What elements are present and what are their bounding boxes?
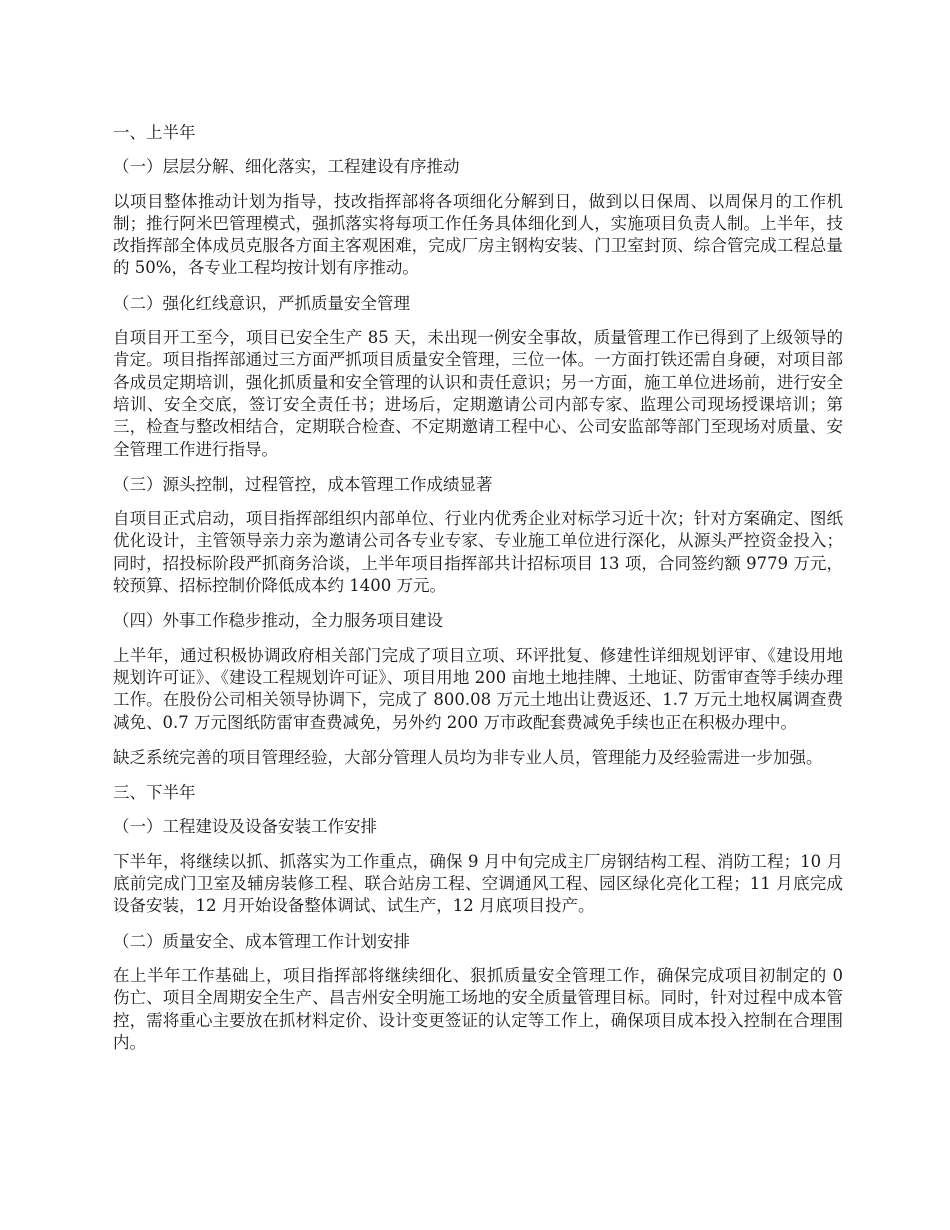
- paragraph-construction-progress: 以项目整体推动计划为指导，技改指挥部将各项细化分解到日，做到以日保周、以周保月的工作机制；推行阿米巴管理模式，强抓落实将每项工作任务具体细化到人，实施项目负责人制。上半年，技改指挥部全体成员克服各方面主客观困难，完成厂房主钢构安装、门卫室封顶、综合管完成工程总量的 50%，各专业工程均按计划有序推动。: [113, 191, 843, 278]
- subheading-external-affairs: （四）外事工作稳步推动，全力服务项目建设: [113, 611, 443, 631]
- paragraph-quality-safety: 自项目开工至今，项目已安全生产 85 天，未出现一例安全事故，质量管理工作已得到了上级领导的肯定。项目指挥部通过三方面严抓项目质量安全管理，三位一体。一方面打铁还需自身硬，对项目部各成员定期培训，强化抓质量和安全管理的认识和责任意识；另一方面，施工单位进场前，进行安全培训、安全交底，签订安全责任书；进场后，定期邀请公司内部专家、监理公司现场授课培训；第三，检查与整改相结合，定期联合检查、不定期邀请工程中心、公司安监部等部门至现场对质量、安全管理工作进行指导。: [113, 328, 843, 459]
- paragraph-external-affairs: 上半年，通过积极协调政府相关部门完成了项目立项、环评批复、修建性详细规划评审、《建设用地规划许可证》、《建设工程规划许可证》、项目用地 200 亩地土地挂牌、土地证、防雷审查等手续办理工作。在股份公司相关领导协调下，完成了 800.08 万元土地出让费返还、1.7 万元土地权属调查费减免、0.7 万元图纸防雷审查费减免，另外约 200 万市政配套费减免手续也正在积极办理中。: [113, 645, 843, 732]
- paragraph-cost-control: 自项目正式启动，项目指挥部组织内部单位、行业内优秀企业对标学习近十次；针对方案确定、图纸优化设计，主管领导亲力亲为邀请公司各专业专家、专业施工单位进行深化，从源头严控资金投入；同时，招投标阶段严抓商务洽谈，上半年项目指挥部共计招标项目 13 项，合同签约额 9779 万元，较预算、招标控制价降低成本约 1400 万元。: [113, 509, 843, 596]
- paragraph-installation-plan: 下半年，将继续以抓、抓落实为工作重点，确保 9 月中旬完成主厂房钢结构工程、消防工程；10 月底前完成门卫室及辅房装修工程、联合站房工程、空调通风工程、园区绿化亮化工程；11 月底完成设备安装，12 月开始设备整体调试、试生产，12 月底项目投产。: [113, 851, 843, 916]
- subheading-quality-cost-plan: （二）质量安全、成本管理工作计划安排: [113, 931, 410, 951]
- subheading-installation-plan: （一）工程建设及设备安装工作安排: [113, 817, 377, 837]
- paragraph-shortcomings: 缺乏系统完善的项目管理经验，大部分管理人员均为非专业人员，管理能力及经验需进一步加强。: [113, 747, 823, 767]
- section-heading-first-half: 一、上半年: [113, 123, 196, 142]
- subheading-cost-control: （三）源头控制，过程管控，成本管理工作成绩显著: [113, 474, 493, 494]
- subheading-construction-progress: （一）层层分解、细化落实，工程建设有序推动: [113, 157, 460, 177]
- subheading-quality-safety: （二）强化红线意识，严抓质量安全管理: [113, 293, 410, 313]
- section-heading-second-half: 三、下半年: [113, 783, 196, 803]
- document-page: [113, 122, 843, 1067]
- paragraph-quality-cost-plan: 在上半年工作基础上，项目指挥部将继续细化、狠抓质量安全管理工作，确保完成项目初制定的 0 伤亡、项目全周期安全生产、昌吉州安全明施工场地的安全质量管理目标。同时，针对过程中成本管控，需将重心主要放在抓材料定价、设计变更签证的认定等工作上，确保项目成本投入控制在合理围内。: [113, 965, 843, 1052]
